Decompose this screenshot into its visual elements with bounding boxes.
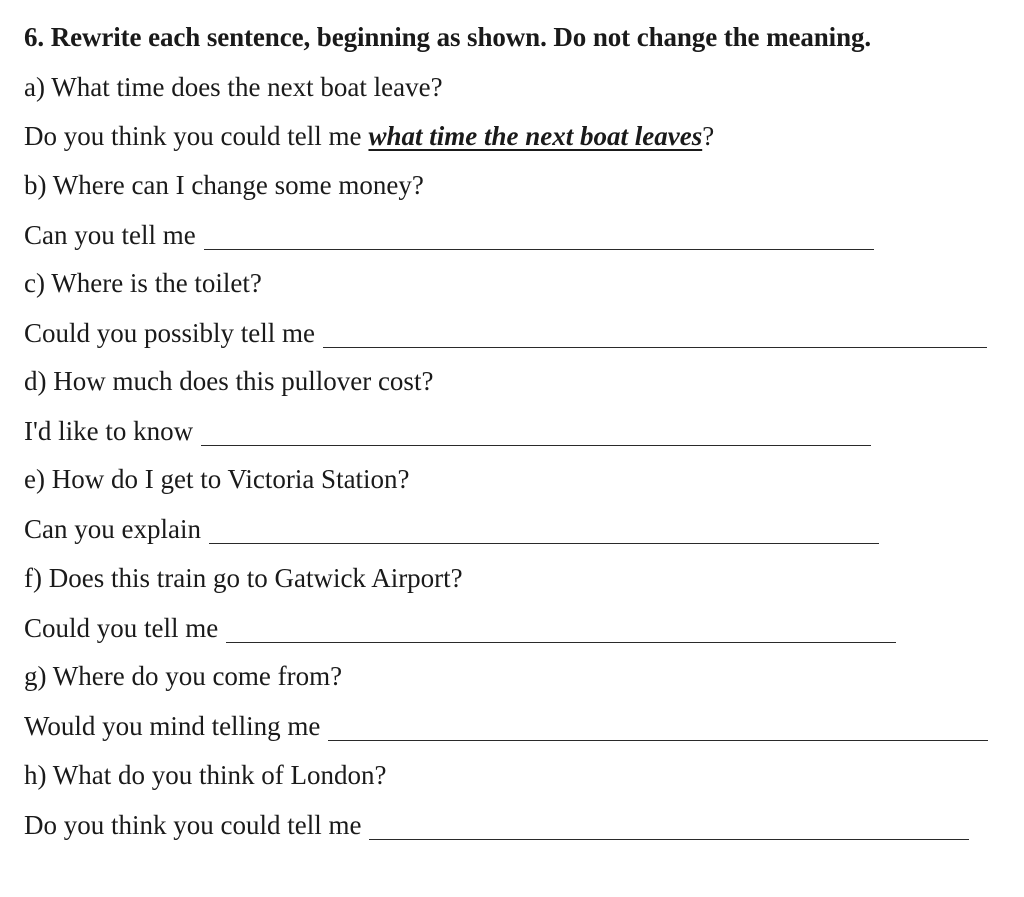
question-e — [24, 464, 410, 495]
question-text: c) Where is the toilet? — [24, 268, 262, 298]
answer-line-f — [24, 613, 896, 644]
answer-line-h — [24, 810, 969, 841]
question-h — [24, 760, 386, 791]
question-a — [24, 72, 443, 103]
answer-blank[interactable] — [201, 444, 871, 446]
question-f — [24, 563, 463, 594]
answer-blank[interactable] — [204, 248, 874, 250]
question-g — [24, 661, 342, 692]
answer-prompt: Do you think you could tell me — [24, 810, 362, 840]
question-text: d) How much does this pullover cost? — [24, 366, 434, 396]
answer-blank[interactable] — [369, 838, 969, 840]
question-b — [24, 170, 424, 201]
question-c — [24, 268, 262, 299]
answer-blank[interactable] — [209, 542, 879, 544]
answer-blank[interactable] — [226, 641, 896, 643]
answer-line-c — [24, 318, 987, 349]
answer-line-d — [24, 416, 871, 447]
question-text: h) What do you think of London? — [24, 760, 387, 790]
question-text: e) How do I get to Victoria Station? — [24, 464, 410, 494]
answer-prompt: Can you tell me — [24, 220, 196, 250]
answer-blank[interactable] — [328, 739, 988, 741]
answer-prompt: Can you explain — [24, 514, 201, 544]
answer-line-e — [24, 514, 879, 545]
answer-prompt: Do you think you could tell me — [24, 121, 362, 151]
answer-blank[interactable] — [323, 346, 987, 348]
answer-prompt: I'd like to know — [24, 416, 194, 446]
answer-line-a — [24, 121, 714, 152]
question-text: b) Where can I change some money? — [24, 170, 424, 200]
answer-prompt: Could you possibly tell me — [24, 318, 316, 348]
exercise-title: 6. Rewrite each sentence, beginning as shown. Do not change the meaning. — [24, 22, 872, 52]
question-text: f) Does this train go to Gatwick Airport? — [24, 563, 463, 593]
answer-prompt: Would you mind telling me — [24, 711, 321, 741]
answer-prompt: Could you tell me — [24, 613, 219, 643]
question-d — [24, 366, 433, 397]
example-answer: what time the next boat leaves — [368, 121, 703, 151]
answer-suffix: ? — [702, 121, 715, 151]
answer-line-g — [24, 711, 988, 742]
answer-line-b — [24, 220, 874, 251]
question-text: g) Where do you come from? — [24, 661, 343, 691]
question-text: a) What time does the next boat leave? — [24, 72, 443, 102]
